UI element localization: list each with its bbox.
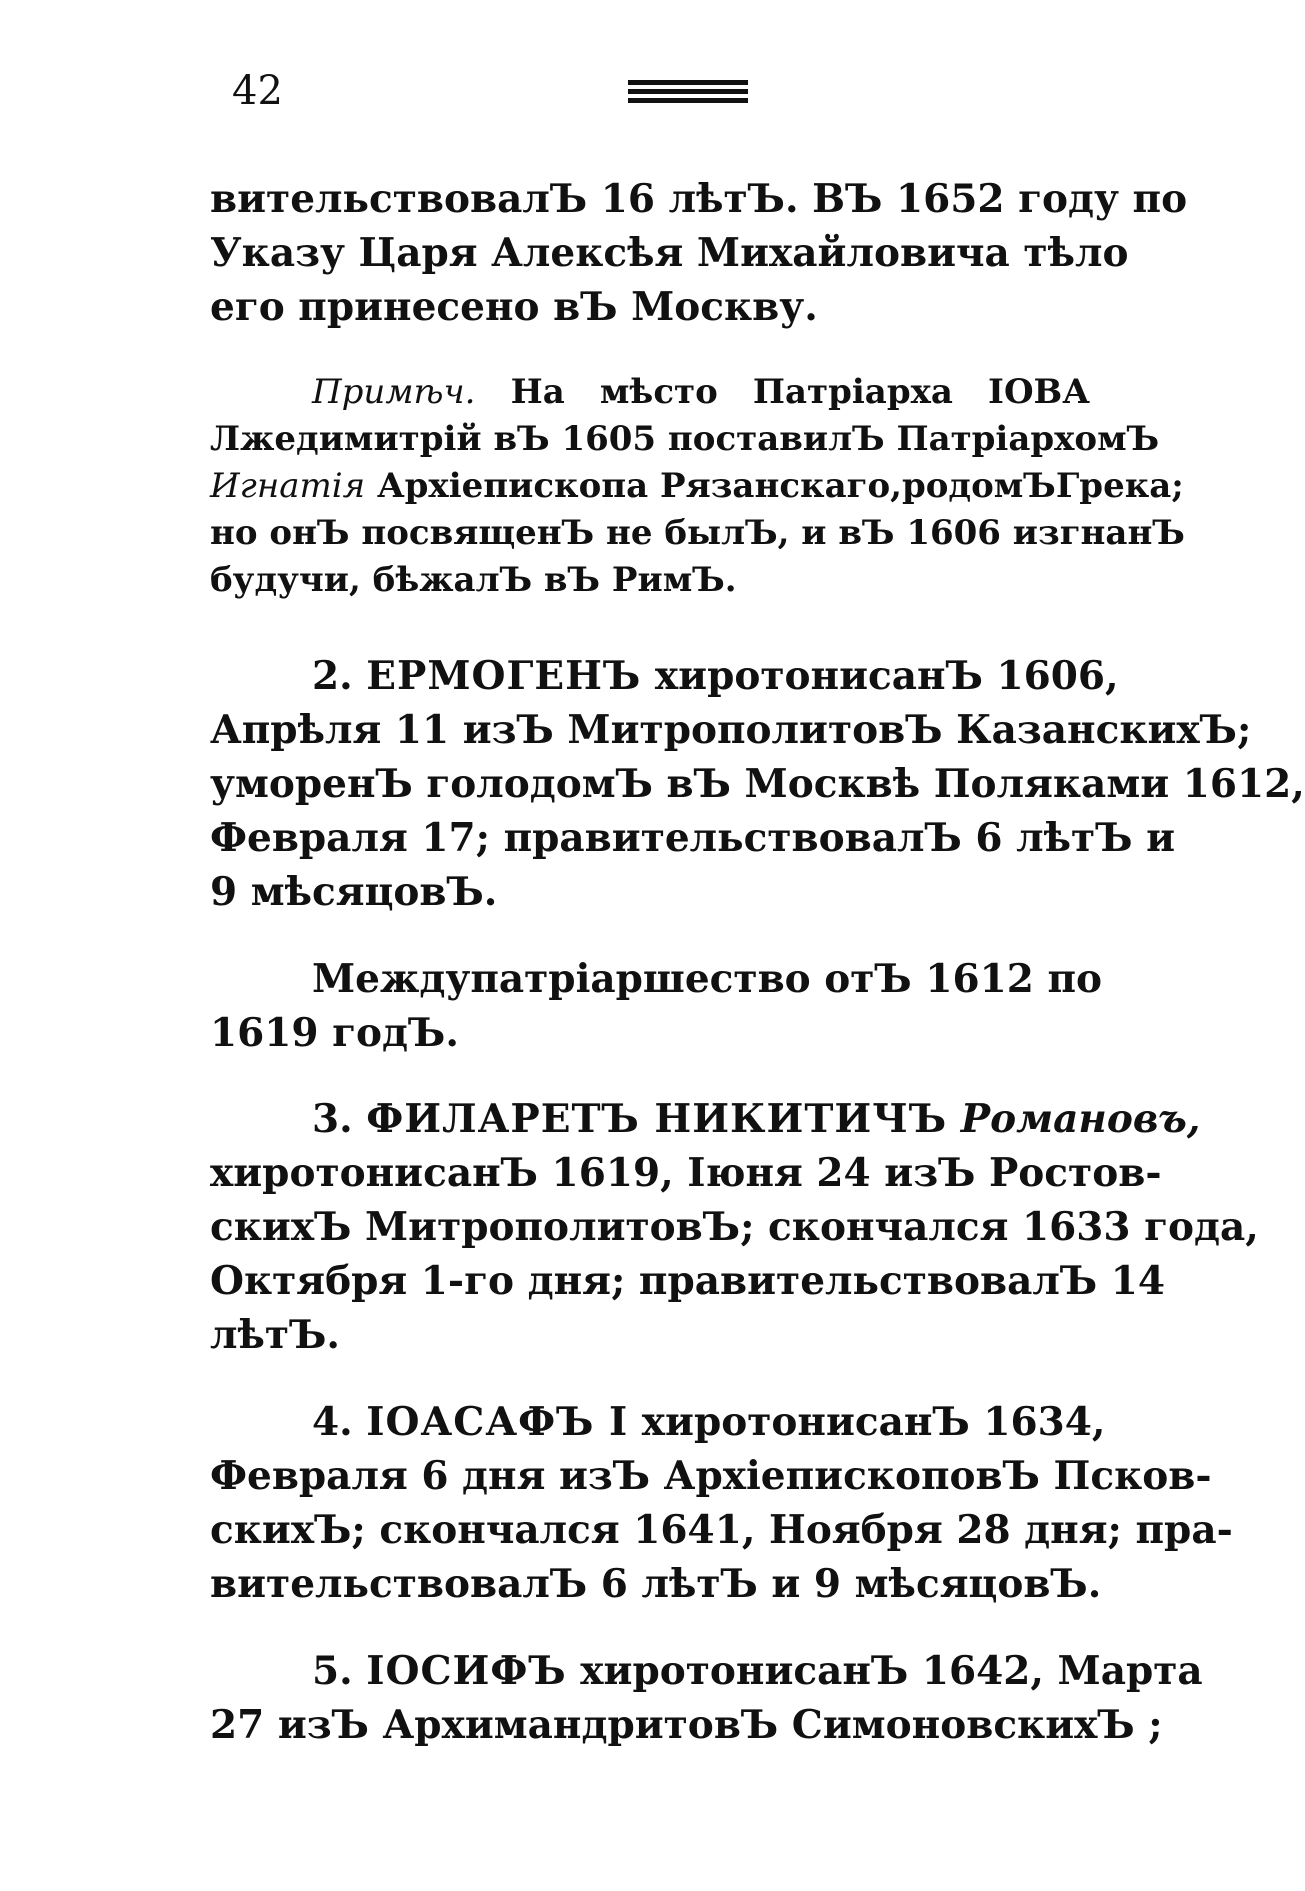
entry-line: [312, 653, 1119, 699]
entry-line: скихЪ; скончался 1641, Ноября 28 дня; пра-: [210, 1507, 1233, 1553]
note-text: На мѣсто Патріарха ІОВА: [510, 372, 1090, 412]
entry-line: лѣтЪ.: [210, 1312, 340, 1358]
note-line: [210, 466, 1184, 506]
entry-name: ЕРМОГЕНЪ: [366, 653, 642, 699]
paragraph-line: вительствовалЪ 16 лѣтЪ. ВЪ 1652 году по: [210, 176, 1188, 222]
entry-text: хиротонисанЪ 1642, Марта: [580, 1648, 1203, 1694]
note-line: Лжедимитрій вЪ 1605 поставилЪ ПатріархомЪ: [210, 419, 1160, 459]
entry-line: Февраля 17; правительствовалЪ 6 лѣтЪ и: [210, 815, 1176, 861]
note-label: Примѣч.: [312, 372, 476, 412]
header-rule: [628, 80, 748, 104]
entry-line: [312, 1096, 1201, 1142]
interregnum-line: 1619 годЪ.: [210, 1010, 459, 1056]
note-line: будучи, бѣжалЪ вЪ РимЪ.: [210, 560, 737, 600]
entry-line: [312, 1648, 1203, 1694]
entry-name: ФИЛАРЕТЪ НИКИТИЧЪ: [366, 1096, 948, 1142]
paragraph-line: Указу Царя Алексѣя Михайловича тѣло: [210, 230, 1129, 276]
entry-name: ІОСИФЪ: [366, 1648, 567, 1694]
entry-number: 3.: [312, 1096, 353, 1142]
entry-name: ІОАСАФЪ І: [366, 1399, 629, 1445]
note-line: [312, 372, 1090, 412]
interregnum-line: Междупатріаршество отЪ 1612 по: [312, 956, 1102, 1002]
note-name: Игнатія: [210, 466, 366, 506]
entry-line: Октября 1-го дня; правительствовалЪ 14: [210, 1258, 1166, 1304]
entry-line: вительствовалЪ 6 лѣтЪ и 9 мѣсяцовЪ.: [210, 1561, 1102, 1607]
note-line: но онЪ посвященЪ не былЪ, и вЪ 1606 изгнанЪ: [210, 513, 1185, 553]
entry-text: хиротонисанЪ 1606,: [654, 653, 1119, 699]
entry-number: 5.: [312, 1648, 353, 1694]
entry-line: скихЪ МитрополитовЪ; скончался 1633 года,: [210, 1204, 1259, 1250]
note-text: Архіепископа Рязанскаго,родомЪГрека;: [376, 466, 1184, 506]
entry-line: [312, 1399, 1106, 1445]
entry-line: хиротонисанЪ 1619, Іюня 24 изЪ Ростов-: [210, 1150, 1162, 1196]
entry-line: уморенЪ голодомЪ вЪ Москвѣ Поляками 1612,: [210, 761, 1305, 807]
entry-number: 2.: [312, 653, 353, 699]
entry-line: 9 мѣсяцовЪ.: [210, 869, 498, 915]
paragraph-line: его принесено вЪ Москву.: [210, 284, 818, 330]
page-number: 42: [232, 68, 283, 114]
entry-line: 27 изЪ АрхимандритовЪ СимоновскихЪ ;: [210, 1702, 1163, 1748]
entry-line: Февраля 6 дня изЪ АрхіепископовЪ Псков-: [210, 1453, 1212, 1499]
entry-text: хиротонисанЪ 1634,: [641, 1399, 1106, 1445]
entry-number: 4.: [312, 1399, 353, 1445]
entry-line: Апрѣля 11 изЪ МитрополитовЪ КазанскихЪ;: [210, 707, 1252, 753]
entry-surname: Романовъ,: [960, 1096, 1201, 1142]
